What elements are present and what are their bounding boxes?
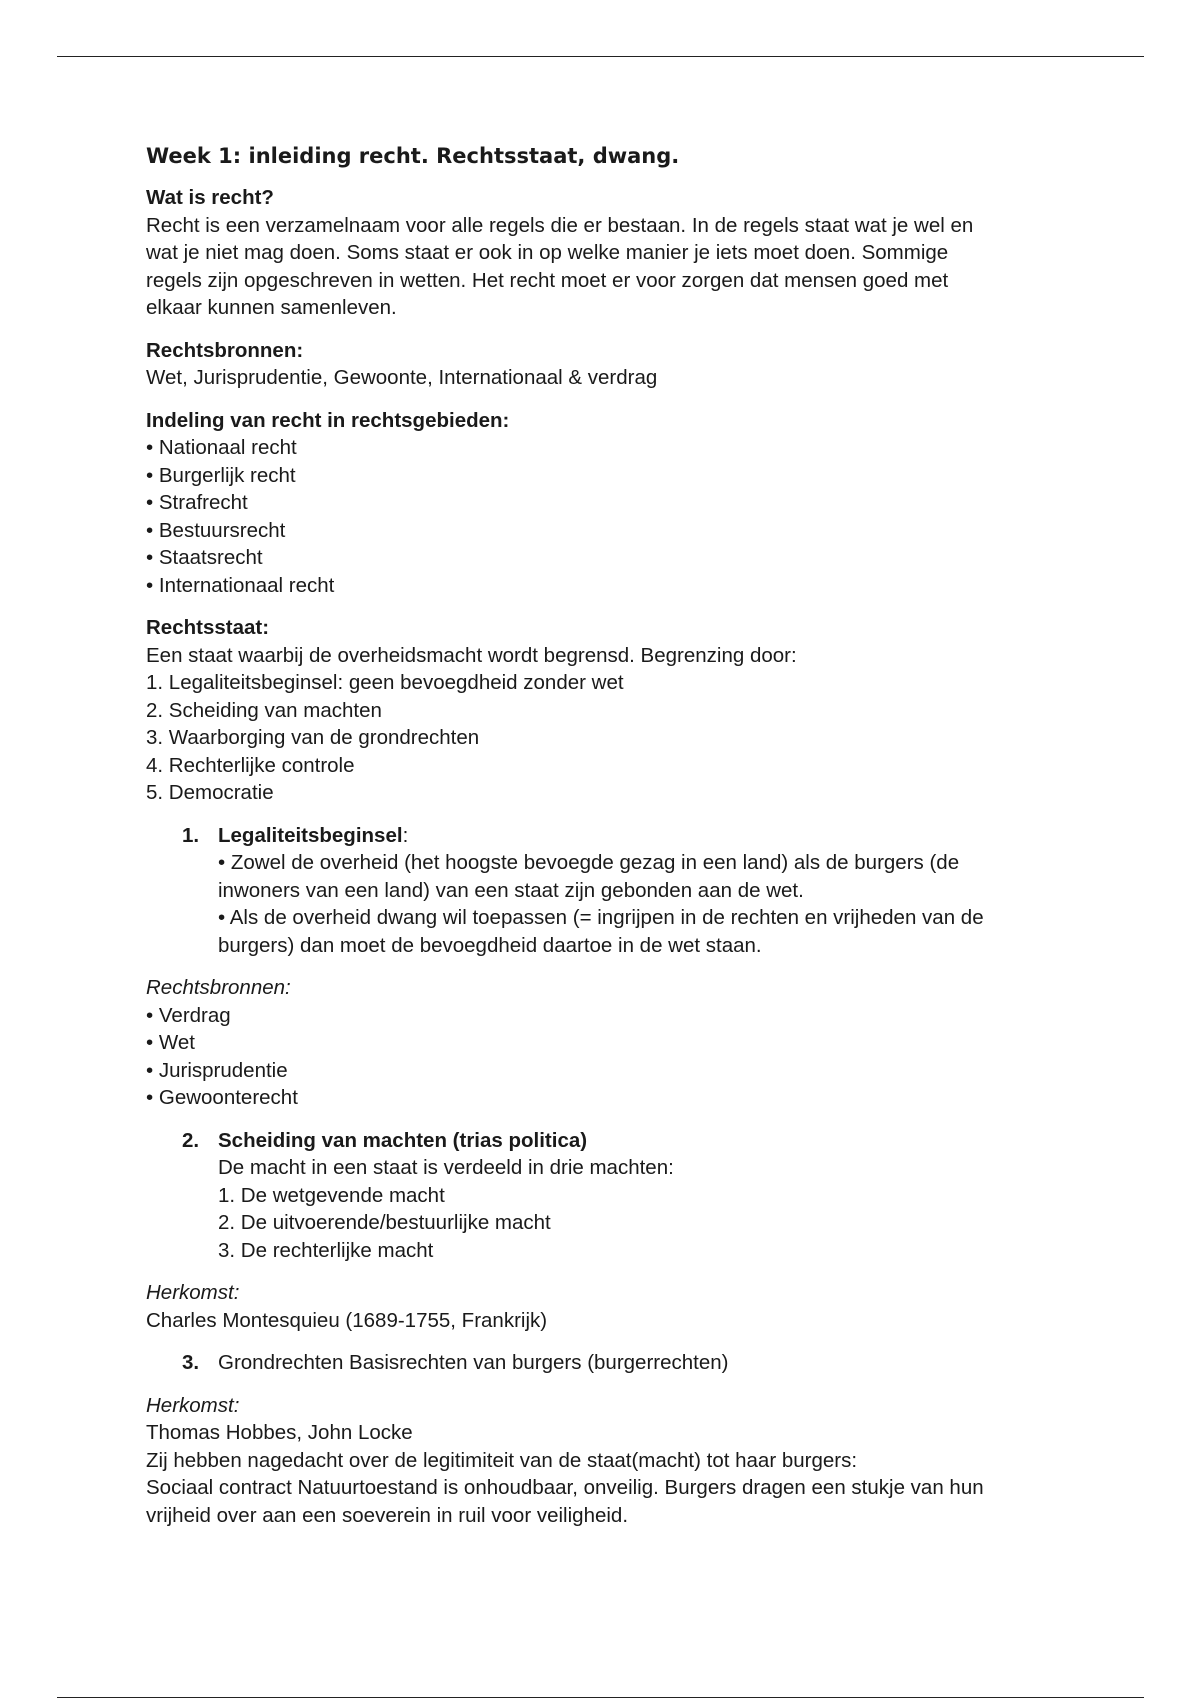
- section-herkomst-1: [146, 1279, 1076, 1334]
- heading-rechtsbronnen: Rechtsbronnen:: [146, 338, 304, 362]
- paragraph-line: elkaar kunnen samenleven.: [146, 296, 397, 319]
- section-herkomst-2: [146, 1392, 1076, 1530]
- list-item: • Verdrag: [146, 1003, 231, 1027]
- paragraph-line: De macht in een staat is verdeeld in drie machten:: [218, 1156, 674, 1179]
- list-item: 1. De wetgevende macht: [218, 1183, 445, 1207]
- paragraph-line: Sociaal contract Natuurtoestand is onhoudbaar, onveilig. Burgers dragen een stukje van hun: [146, 1476, 984, 1499]
- section-number: 1.: [182, 823, 200, 847]
- list-item: 1. Legaliteitsbeginsel: geen bevoegdheid zonder wet: [146, 671, 624, 694]
- list-item: 3. De rechterlijke macht: [218, 1238, 434, 1262]
- heading-trias-politica: Scheiding van machten (trias politica): [218, 1128, 588, 1152]
- heading-rechtsstaat: Rechtsstaat:: [146, 616, 270, 639]
- paragraph-line: regels zijn opgeschreven in wetten. Het recht moet er voor zorgen dat mensen goed met: [146, 268, 949, 292]
- list-item: • Nationaal recht: [146, 436, 297, 459]
- header-rule: [57, 56, 1144, 57]
- list-item: • Jurisprudentie: [146, 1058, 288, 1082]
- heading-indeling: Indeling van recht in rechtsgebieden:: [146, 408, 510, 432]
- paragraph-line: • Zowel de overheid (het hoogste bevoegde gezag in een land) als de burgers (de: [218, 851, 960, 874]
- begrenzing-list: [146, 669, 1076, 807]
- section-rechtsbronnen: [146, 337, 1076, 392]
- paragraph-line: burgers) dan moet de bevoegdheid daartoe in de wet staan.: [218, 933, 762, 957]
- herkomst-text: Charles Montesquieu (1689-1755, Frankrijk): [146, 1308, 548, 1332]
- numbered-section-1: [146, 822, 1076, 960]
- section-number: 2.: [182, 1128, 200, 1152]
- numbered-section-2: [146, 1127, 1076, 1265]
- section-wat-is-recht: [146, 184, 1076, 322]
- section-rechtsstaat: [146, 614, 1076, 807]
- heading-legaliteitsbeginsel: Legaliteitsbeginsel: [218, 823, 403, 847]
- rechtsstaat-intro: Een staat waarbij de overheidsmacht wordt begrensd. Begrenzing door:: [146, 643, 797, 667]
- list-item: 5. Democratie: [146, 781, 274, 804]
- rechtsgebieden-list: [146, 434, 1076, 599]
- section-indeling: [146, 407, 1076, 600]
- footer-rule: [57, 1697, 1144, 1698]
- list-item: 2. Scheiding van machten: [146, 698, 382, 722]
- list-item: 3. Waarborging van de grondrechten: [146, 726, 480, 749]
- paragraph-line: Thomas Hobbes, John Locke: [146, 1421, 413, 1444]
- list-item: • Gewoonterecht: [146, 1086, 298, 1109]
- list-item: 2. De uitvoerende/bestuurlijke macht: [218, 1211, 551, 1234]
- heading-rechtsbronnen-italic: Rechtsbronnen:: [146, 976, 291, 999]
- list-item: • Bestuursrecht: [146, 518, 286, 542]
- paragraph-line: wat je niet mag doen. Soms staat er ook in op welke manier je iets moet doen. Sommige: [146, 241, 949, 264]
- paragraph-line: Recht is een verzamelnaam voor alle regels die er bestaan. In de regels staat wat je wel en: [146, 213, 974, 237]
- paragraph-line: inwoners van een land) van een staat zijn gebonden aan de wet.: [218, 878, 804, 902]
- section-rechtsbronnen-2: [146, 974, 1076, 1112]
- list-item: • Strafrecht: [146, 491, 248, 514]
- list-item: • Internationaal recht: [146, 573, 335, 597]
- section-number: 3.: [182, 1351, 200, 1374]
- rechtsbronnen-list: [146, 1002, 1076, 1112]
- document-body: [146, 142, 1076, 1544]
- list-item: • Burgerlijk recht: [146, 463, 296, 487]
- list-item: 4. Rechterlijke controle: [146, 753, 355, 777]
- page-title: Week 1: inleiding recht. Rechtsstaat, dwang.: [146, 144, 680, 168]
- heading-herkomst: Herkomst:: [146, 1281, 240, 1304]
- heading-herkomst: Herkomst:: [146, 1393, 240, 1417]
- list-item: • Staatsrecht: [146, 546, 263, 569]
- heading-wat-is-recht: Wat is recht?: [146, 186, 274, 209]
- list-item: • Wet: [146, 1031, 195, 1054]
- paragraph-line: • Als de overheid dwang wil toepassen (= ingrijpen in de rechten en vrijheden van de: [218, 906, 984, 929]
- heading-colon: :: [402, 823, 409, 847]
- numbered-section-3: [146, 1349, 1076, 1377]
- paragraph-line: vrijheid over aan een soeverein in ruil voor veiligheid.: [146, 1503, 629, 1527]
- rechtsbronnen-text: Wet, Jurisprudentie, Gewoonte, Internationaal & verdrag: [146, 366, 658, 389]
- paragraph-line: Zij hebben nagedacht over de legitimiteit van de staat(macht) tot haar burgers:: [146, 1448, 858, 1472]
- grondrechten-text: Grondrechten Basisrechten van burgers (burgerrechten): [218, 1351, 729, 1374]
